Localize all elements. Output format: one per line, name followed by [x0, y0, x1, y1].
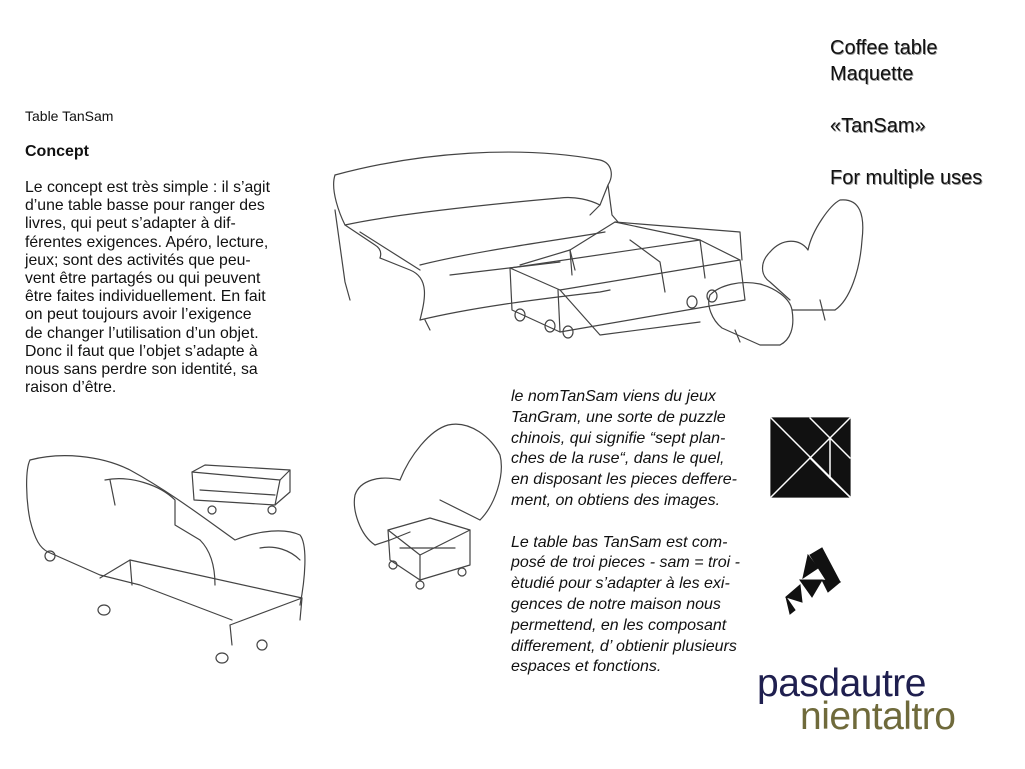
concept-line: nous sans perdre son identité, sa — [25, 361, 258, 379]
concept-paragraph — [25, 179, 305, 397]
description-line: posé de troi pieces - sam = troi - — [511, 554, 740, 572]
right-title-line — [830, 139, 982, 165]
concept-line: raison d’être. — [25, 379, 117, 397]
concept-line: jeux; sont des activités que peu- — [25, 251, 251, 269]
description-line: chinois, qui signifie “sept plan- — [511, 429, 726, 447]
small-table-sketch — [192, 465, 290, 514]
document-title: Table TanSam — [25, 108, 114, 124]
right-title-line: Maquette — [830, 63, 914, 85]
concept-line: Donc il faut que l’objet s’adapte à — [25, 342, 258, 360]
description-line — [511, 512, 740, 533]
concept-line: livres, qui peut s’adapter à dif- — [25, 215, 236, 233]
armchair-sketch-bottom — [354, 424, 501, 589]
right-title-block — [830, 35, 982, 191]
description-line: en disposant les pieces deffere- — [511, 471, 737, 489]
description-line: gences de notre maison nous — [511, 595, 721, 613]
logo-pasdautre: pasdautre — [757, 662, 926, 705]
coffee-table-sketch-top — [510, 222, 745, 338]
right-title-line: For multiple uses — [830, 167, 983, 189]
description-line: le nomTanSam viens du jeux — [511, 388, 716, 405]
description-line: TanGram, une sorte de puzzle — [511, 408, 726, 426]
concept-line: d’une table basse pour ranger des — [25, 197, 265, 215]
right-title-line: «TanSam» — [830, 115, 926, 137]
right-title-line — [830, 87, 982, 113]
logo-nientaltro: nientaltro — [800, 695, 956, 738]
description-line: Le table bas TanSam est com- — [511, 533, 728, 551]
concept-line: Le concept est très simple : il s’agit — [25, 179, 270, 196]
description-line: espaces et fonctions. — [511, 658, 662, 676]
right-title-line: Coffee table — [830, 37, 938, 59]
description-line: permettend, en les composant — [511, 616, 727, 634]
concept-line: férentes exigences. Apéro, lecture, — [25, 233, 269, 251]
concept-heading: Concept — [25, 143, 89, 160]
sofa-sketch-top — [334, 152, 618, 330]
concept-line: être faites individuellement. En fait — [25, 288, 266, 306]
tansam-description — [511, 387, 740, 678]
armchair-sketch-top — [709, 200, 863, 345]
description-line: ètudié pour s’adapter à les exi- — [511, 575, 730, 593]
tangram-square-icon — [771, 418, 850, 497]
concept-line: de changer l’utilisation d’un objet. — [25, 324, 259, 342]
concept-line: vent être partagés ou qui peuvent — [25, 270, 261, 288]
sofa-sketch-bottom-left — [27, 456, 305, 663]
tangram-horse-icon — [786, 548, 840, 614]
description-line: differement, d’ obtienir plusieurs — [511, 637, 737, 655]
description-line: ment, on obtiens des images. — [511, 491, 721, 509]
concept-line: on peut toujours avoir l’exigence — [25, 306, 252, 324]
description-line: ches de la ruse“, dans le quel, — [511, 450, 725, 468]
